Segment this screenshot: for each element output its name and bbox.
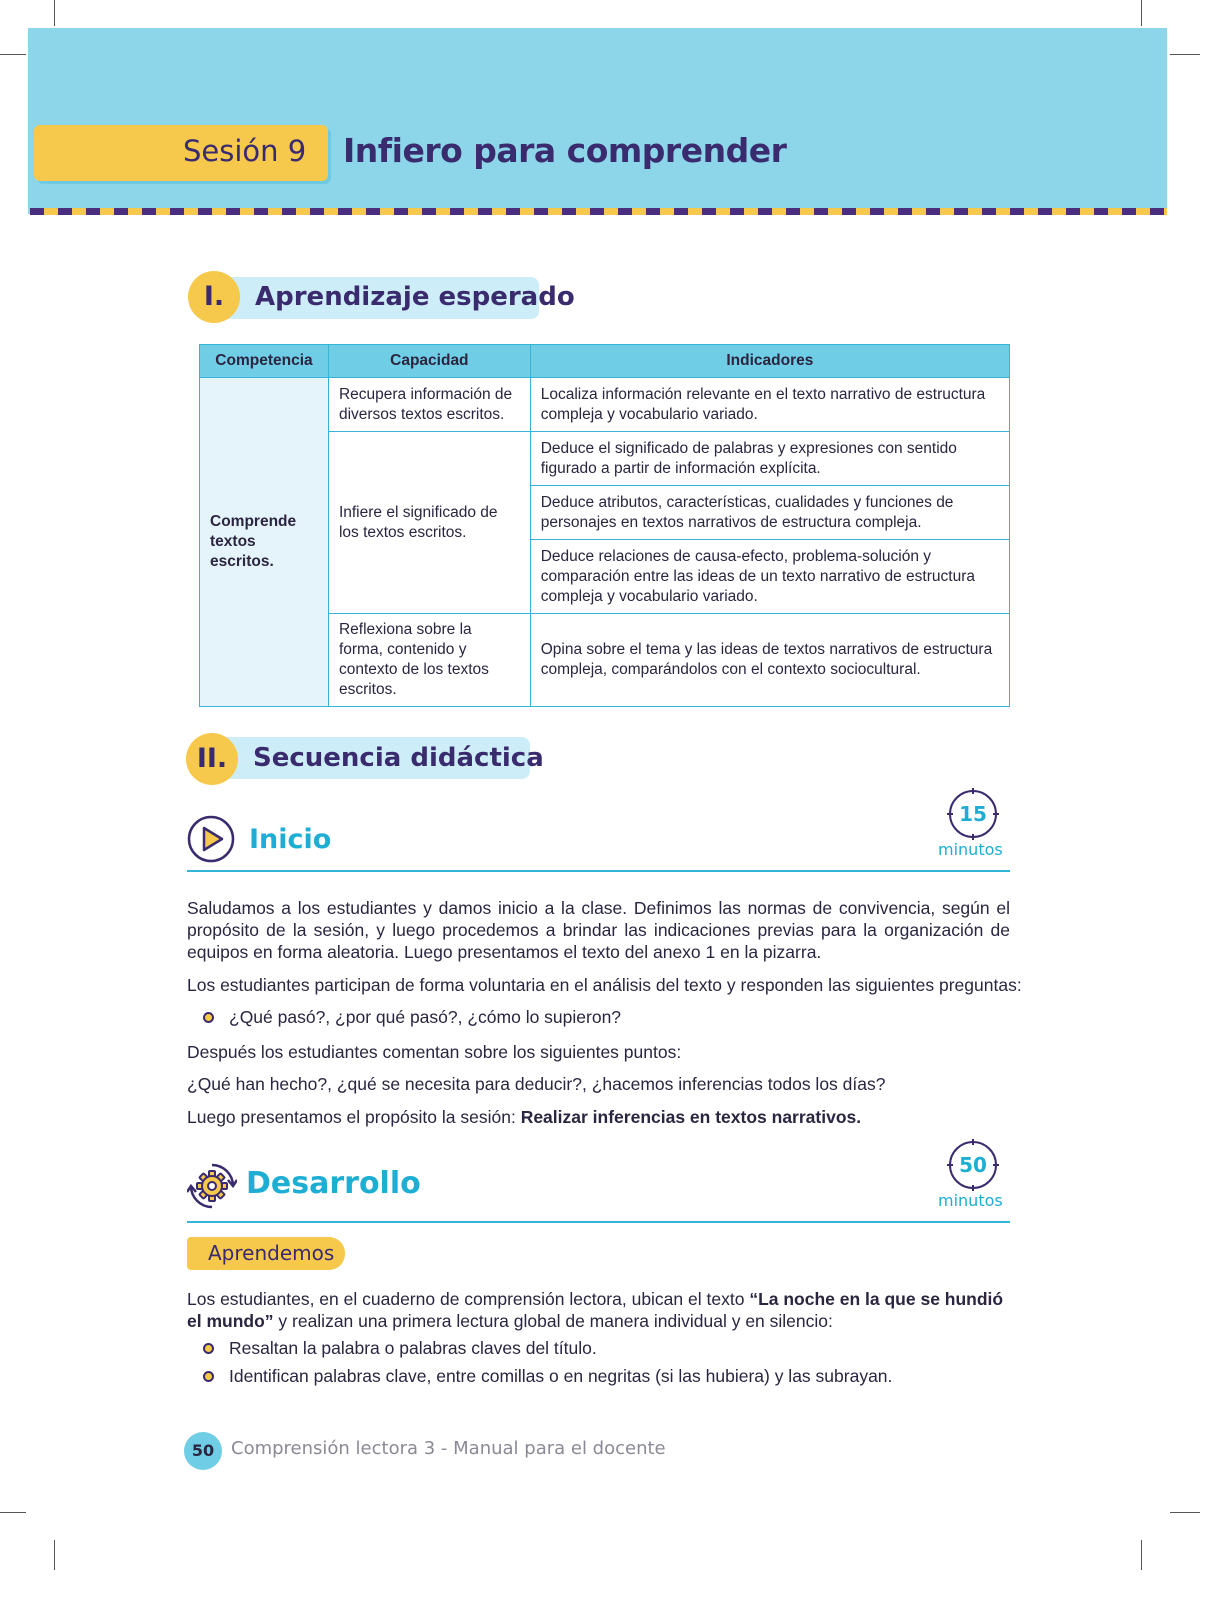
section-2-numeral: II. (186, 733, 238, 785)
inicio-timer-unit: minutos (938, 840, 1003, 859)
competency-table (199, 344, 1010, 707)
table-header-competencia: Competencia (200, 345, 329, 378)
inicio-rule (187, 870, 1010, 872)
inicio-purpose (187, 1106, 1010, 1128)
desarrollo-paragraph (187, 1288, 1010, 1332)
desarrollo-rule (187, 1221, 1010, 1223)
table-cell-capacidad: Recupera información de diversos textos escritos. (328, 378, 530, 432)
timer-tick (993, 1164, 999, 1166)
bullet-dot-icon (203, 1012, 214, 1023)
inicio-paragraph-1: Saludamos a los estudiantes y damos inicio a la clase. Definimos las normas de convivencia, según el propósito de la sesión, y luego procedemos a brindar las indicaciones previas para la organización de equipos en forma aleatoria. Luego presentamos el texto del anexo 1 en la pizarra. (187, 898, 1010, 962)
aprendemos-label: Aprendemos (208, 1241, 335, 1265)
timer-tick (972, 1139, 974, 1145)
page-title: Infiero para comprender (343, 131, 787, 170)
gear-icon (187, 1161, 237, 1211)
desarrollo-title: Desarrollo (246, 1166, 421, 1201)
inicio-timer-value: 15 (959, 802, 987, 826)
inicio-purpose-bold: Realizar inferencias en textos narrativos. (520, 1107, 862, 1127)
section-1-numeral: I. (188, 271, 240, 323)
timer-tick (993, 813, 999, 815)
table-cell-indicador: Deduce el significado de palabras y expresiones con sentido figurado a partir de información explícita. (530, 432, 1009, 486)
footer-text: Comprensión lectora 3 - Manual para el docente (231, 1438, 666, 1459)
desarrollo-paragraph-prefix: Los estudiantes, en el cuaderno de comprensión lectora, ubican el texto (187, 1289, 750, 1309)
bullet-dot-icon (203, 1343, 214, 1354)
crop-mark (1170, 1512, 1200, 1513)
crop-mark (0, 54, 26, 55)
desarrollo-timer-icon (949, 1141, 997, 1189)
inicio-title: Inicio (249, 824, 332, 855)
inicio-paragraph-2: Los estudiantes participan de forma voluntaria en el análisis del texto y responden las siguientes preguntas: (187, 975, 1022, 995)
table-header-indicadores: Indicadores (530, 345, 1009, 378)
bullet-text: Identifican palabras clave, entre comillas o en negritas (si las hubiera) y las subrayan. (229, 1366, 893, 1386)
desarrollo-timer-unit: minutos (938, 1191, 1003, 1210)
inicio-timer-icon (949, 790, 997, 838)
table-cell-indicador: Opina sobre el tema y las ideas de textos narrativos de estructura compleja, comparándolos con el contexto sociocultural. (530, 614, 1009, 707)
section-2-title: Secuencia didáctica (253, 743, 544, 773)
bullet-text: ¿Qué pasó?, ¿por qué pasó?, ¿cómo lo supieron? (229, 1007, 622, 1027)
table-header-row (200, 345, 1010, 378)
table-cell-competencia: Comprende textos escritos. (200, 378, 329, 707)
timer-tick (947, 813, 953, 815)
session-label: Sesión 9 (183, 134, 307, 168)
crop-mark (1141, 1540, 1142, 1570)
page-number: 50 (184, 1432, 222, 1470)
bullet-text: Resaltan la palabra o palabras claves del título. (229, 1338, 597, 1358)
timer-tick (972, 788, 974, 794)
table-header-capacidad: Capacidad (328, 345, 530, 378)
inicio-purpose-prefix: Luego presentamos el propósito la sesión: (187, 1107, 521, 1127)
desarrollo-timer-value: 50 (959, 1153, 987, 1177)
timer-tick (947, 1164, 953, 1166)
table-cell-indicador: Localiza información relevante en el texto narrativo de estructura compleja y vocabulario variado. (530, 378, 1009, 432)
crop-mark (54, 0, 55, 26)
header-dash-strip (30, 208, 1167, 215)
table-row (200, 378, 1010, 432)
play-icon (187, 815, 235, 863)
table-cell-indicador: Deduce atributos, características, cualidades y funciones de personajes en textos narrativos de estructura compleja. (530, 486, 1009, 540)
aprendemos-tag (187, 1237, 345, 1270)
crop-mark (0, 1512, 26, 1513)
crop-mark (1170, 54, 1200, 55)
inicio-paragraph-3: Después los estudiantes comentan sobre los siguientes puntos: (187, 1042, 682, 1062)
section-1-title: Aprendizaje esperado (255, 282, 575, 312)
desarrollo-paragraph-suffix: y realizan una primera lectura global de manera individual y en silencio: (273, 1311, 833, 1331)
table-cell-capacidad: Infiere el significado de los textos escritos. (328, 432, 530, 614)
bullet-dot-icon (203, 1371, 214, 1382)
inicio-paragraph-4: ¿Qué han hecho?, ¿qué se necesita para deducir?, ¿hacemos inferencias todos los días? (187, 1074, 886, 1094)
desarrollo-text-title: “La noche en la que se hundió el mundo” (187, 1289, 1004, 1331)
table-cell-indicador: Deduce relaciones de causa-efecto, problema-solución y comparación entre las ideas de un texto narrativo de estructura compleja y vocabulario variado. (530, 540, 1009, 614)
crop-mark (1141, 0, 1142, 26)
header-band (28, 28, 1167, 214)
crop-mark (54, 1540, 55, 1570)
table-cell-capacidad: Reflexiona sobre la forma, contenido y contexto de los textos escritos. (328, 614, 530, 707)
